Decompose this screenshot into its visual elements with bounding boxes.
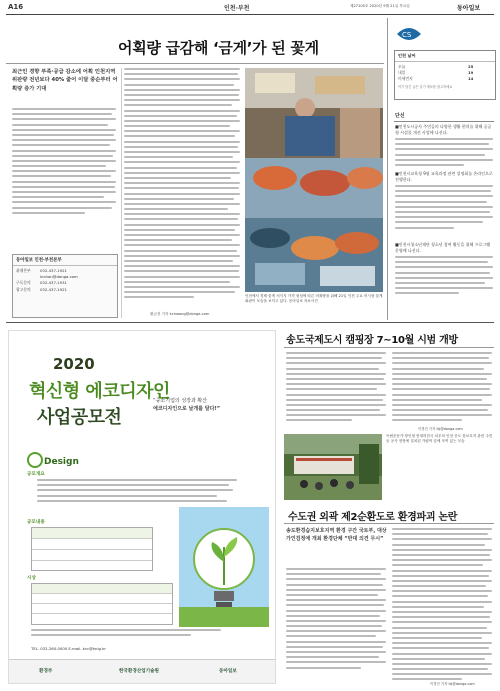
brief-body — [395, 256, 493, 298]
section-name: 인천·부천 — [224, 5, 250, 12]
top-story-body-col2 — [124, 68, 240, 301]
weather-box — [394, 50, 496, 100]
story2-headline: 송도국제도시 캠핑장 7∼10월 시범 개방 — [286, 335, 458, 346]
contact-row: 취재본부 032-437-1921 — [16, 268, 67, 273]
top-story-byline: 황금천 기자 kchwang@donga.com — [150, 312, 210, 316]
brief-item: ■인천시교육청 9월 교육과정 관련 설명회를 온라인으로 진행한다. — [395, 171, 493, 182]
briefs-rule — [394, 121, 494, 122]
ecodesign-logo — [27, 451, 87, 469]
contact-box — [12, 254, 118, 318]
contact-row: 구독문의 032-437-1931 — [16, 280, 67, 286]
sponsor-name: 동아일보 — [219, 669, 237, 674]
forest-construction-photo — [284, 434, 382, 500]
section-rule — [6, 322, 494, 323]
story2-body-col2 — [392, 352, 492, 425]
header-rule — [6, 14, 494, 15]
story2-rule — [284, 347, 494, 348]
sidebar-divider — [387, 18, 388, 320]
brief-item: ■인천도시공사 주민들의 다양한 생활 편의를 위해 공공형 시설물 개선 사업에 나선다. — [395, 124, 492, 135]
weather-row: 오늘 25 — [398, 64, 474, 69]
contact-row: inchon@donga.com — [40, 274, 78, 280]
story3-body-col2 — [392, 528, 492, 684]
brief-body — [395, 185, 493, 232]
story2-body-col1 — [286, 352, 386, 425]
brief-body — [395, 138, 493, 169]
svg-text:CS: CS — [402, 31, 412, 39]
top-story-lead: 최근인 경향 부족·공급 감소에 어획 인천지역 위판량 전년보다 40% 줄어 이달 중순부터 어획량 증가 기대 — [12, 69, 118, 92]
ad-prize-table — [31, 583, 173, 625]
contact-row: 광고문의 032-437-1921 — [16, 286, 67, 292]
ad-title-line1: 혁신형 에코디자인 — [29, 381, 170, 402]
sponsor-name: 한국환경산업기술원 — [119, 669, 159, 674]
date-line: 제27105호 2020년 9월 21일 목요일 — [350, 4, 410, 8]
weather-title: 인천 날씨 — [395, 51, 495, 62]
ad-notice-lines — [31, 629, 231, 639]
ad-tagline: “중소기업의 성장과 확산 에코디자인으로 날개를 달다!” — [153, 398, 221, 412]
top-story-body-col1 — [12, 108, 116, 217]
page-header — [0, 0, 500, 13]
weather-row: 내일 19 — [398, 70, 474, 75]
ad-target-table — [31, 527, 153, 571]
story2-byline: 이경진 기자 lkj@donga.com — [418, 427, 463, 431]
page-number: A16 — [8, 3, 24, 11]
story3-byline: 이경진 기자 lkj@donga.com — [430, 682, 475, 686]
ad-section-target: 공모내용 — [27, 520, 45, 525]
weather-row: 미세먼지 14 — [398, 76, 474, 81]
headline-rule — [6, 63, 384, 64]
forest-photo-caption: 독립운동가·장인형 봉대의한국 치우의 인천 송도 꽃보호지 관련 주민들 공사 현장에 설치된 가림막 앞에 모여 있는 모습 — [386, 434, 493, 443]
brief-item: ■인천시청소년재단 청소년 참여 활동을 위해 프로그램 운영에 나선다. — [395, 242, 491, 253]
ad-section-overview: 공모개요 — [27, 472, 45, 477]
weather-note: 여기 담긴 글은 일기 예보를 참고하세요 — [398, 85, 453, 89]
ad-sponsor-bar — [9, 659, 275, 684]
ad-section-prize: 시상 — [27, 576, 36, 581]
sponsor-name: 환경부 — [39, 669, 53, 674]
market-photo — [245, 68, 383, 292]
column-divider — [121, 68, 122, 318]
ad-year: 2020 — [53, 355, 95, 373]
top-story-headline: 어획량 급감해 ‘금게’가 된 꽃게 — [118, 39, 319, 57]
briefs-title: 단신 — [395, 113, 405, 119]
lightbulb-illustration — [179, 507, 269, 627]
story3-body-col1 — [286, 568, 386, 672]
story3-headline: 수도권 외곽 제2순환도로 환경파괴 논란 — [288, 512, 458, 523]
ad-contact: TEL. 032-260-0000 E-mail. kcc@knig.kr — [31, 646, 106, 651]
contact-box-title: 동아일보 인천·부천본부 — [13, 255, 117, 266]
story3-lead: 송도환경습지보호지역 환경 구간 국토부, 대상 가인검정에 개최 환경단체 “반대 의견 무시” — [286, 528, 387, 542]
ad-title-line2: 사업공모전 — [37, 407, 122, 428]
story3-rule — [284, 523, 494, 524]
ad-overview-lines — [37, 479, 237, 505]
eco-design-ad — [8, 330, 276, 684]
sidebar-logo — [395, 20, 423, 48]
paper-name: 동아일보 — [457, 4, 481, 12]
svg-text:Design: Design — [44, 457, 79, 467]
market-photo-caption: 인천에서 경제·꽃게 서식지 가격 형성에 따른 어획량을 위해 21일 인천 주요 어시장 꽃게 좌판이 모습을 보이고 있다. 동아일보 자료사진 — [245, 294, 383, 303]
